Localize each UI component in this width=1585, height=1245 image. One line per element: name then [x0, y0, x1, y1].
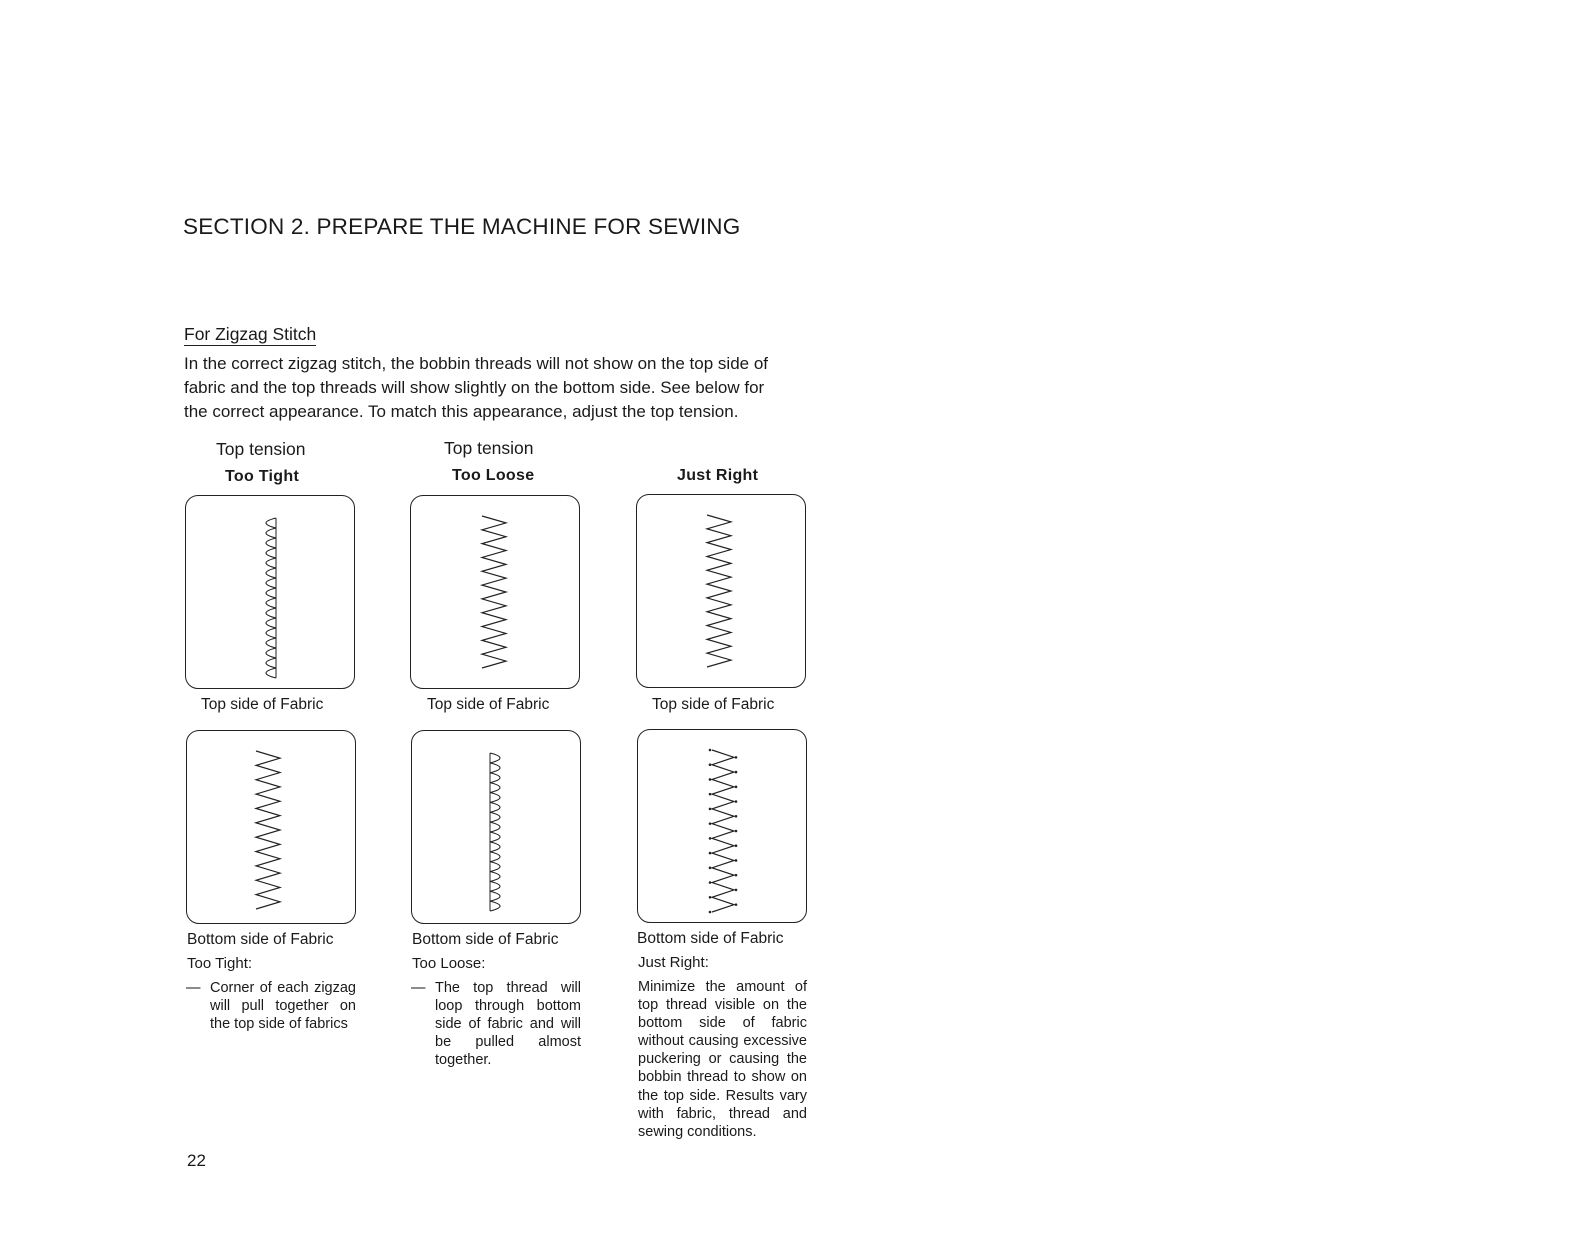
stitch-panel-just-right-top	[636, 494, 806, 688]
subheading: For Zigzag Stitch	[184, 324, 317, 344]
note-text: The top thread will loop through bottom side of fabric and will be pulled almost together.	[435, 980, 581, 1069]
stitch-panel-too-tight-bottom	[186, 730, 356, 924]
intro-line: In the correct zigzag stitch, the bobbin threads will not show on the top side of	[184, 354, 769, 373]
zigzag-stitch-illustration	[412, 731, 582, 925]
panel-caption: Top side of Fabric	[201, 696, 324, 713]
note-text: Corner of each zigzag will pull together on the top side of fabrics	[210, 980, 356, 1033]
top-tension-label: Top tension	[444, 438, 534, 458]
note-description: Minimize the amount of top thread visible on the bottom side of fabric without causing excessive puckering or causing the bobbin thread to show on the top side. Results vary with fabric, thread and sewing conditions.	[638, 979, 807, 1140]
column-label-too-loose: Too Loose	[452, 467, 535, 484]
note-description	[411, 979, 581, 1069]
note-title: Too Loose:	[412, 955, 486, 972]
intro-line: the correct appearance. To match this appearance, adjust the top tension.	[184, 402, 739, 421]
intro-line: fabric and the top threads will show slightly on the bottom side. See below for	[184, 378, 765, 397]
zigzag-stitch-illustration	[186, 496, 356, 690]
panel-caption: Bottom side of Fabric	[412, 931, 559, 948]
note-title: Too Tight:	[187, 955, 253, 972]
zigzag-stitch-illustration	[637, 495, 807, 689]
note-title: Just Right:	[638, 954, 709, 971]
stitch-panel-too-loose-top	[410, 495, 580, 689]
zigzag-stitch-illustration	[187, 731, 357, 925]
note-description	[186, 979, 356, 1033]
page-number: 22	[187, 1151, 206, 1170]
column-label-just-right: Just Right	[677, 467, 759, 484]
panel-caption: Top side of Fabric	[427, 696, 550, 713]
panel-caption: Bottom side of Fabric	[187, 931, 334, 948]
panel-caption: Bottom side of Fabric	[637, 930, 784, 947]
column-label-too-tight: Too Tight	[225, 468, 300, 485]
dash-mark: —	[186, 980, 201, 996]
stitch-panel-too-tight-top	[185, 495, 355, 689]
stitch-panel-too-loose-bottom	[411, 730, 581, 924]
zigzag-stitch-illustration	[638, 730, 808, 924]
panel-caption: Top side of Fabric	[652, 696, 775, 713]
top-tension-label: Top tension	[216, 439, 306, 459]
zigzag-stitch-illustration	[411, 496, 581, 690]
section-title: SECTION 2. PREPARE THE MACHINE FOR SEWING	[183, 214, 741, 239]
dash-mark: —	[411, 980, 426, 996]
stitch-panel-just-right-bottom	[637, 729, 807, 923]
